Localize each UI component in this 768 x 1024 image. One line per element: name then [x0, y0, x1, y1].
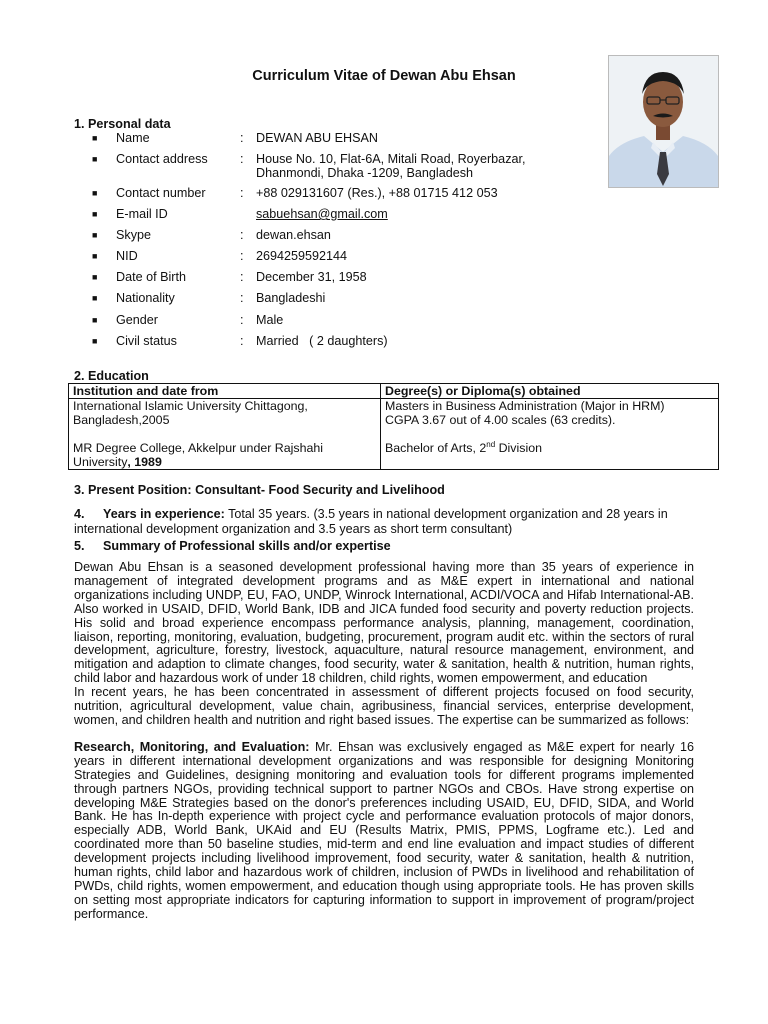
- section-education: 2. Education: [74, 369, 149, 383]
- colon: :: [240, 152, 244, 166]
- field-label: Contact address: [116, 152, 208, 166]
- field-value-line2: Dhanmondi, Dhaka -1209, Bangladesh: [256, 166, 474, 180]
- field-label: NID: [116, 249, 138, 263]
- table-cell: [381, 399, 719, 470]
- institution-date: Bangladesh,2005: [73, 413, 170, 427]
- bullet-icon: ■: [92, 188, 98, 198]
- bullet-icon: ■: [92, 251, 98, 261]
- personal-row-dob: [0, 269, 768, 285]
- email-link[interactable]: sabuehsan@gmail.com: [256, 207, 388, 221]
- table-header-row: [69, 384, 719, 399]
- bullet-icon: ■: [92, 154, 98, 164]
- table-header: Degree(s) or Diploma(s) obtained: [381, 384, 719, 399]
- degree-grade: CGPA 3.67 out of 4.00 scales (63 credits).: [385, 413, 616, 427]
- field-label: Civil status: [116, 334, 177, 348]
- field-label: Skype: [116, 228, 152, 242]
- colon: :: [240, 270, 244, 284]
- colon: :: [240, 131, 244, 145]
- institution-date: University, 1989: [73, 455, 162, 469]
- colon: :: [240, 313, 244, 327]
- summary-body: [74, 561, 694, 922]
- personal-row-contact-number: [0, 185, 768, 201]
- field-value: +88 029131607 (Res.), +88 01715 412 053: [256, 186, 498, 200]
- section-personal-data: 1. Personal data: [74, 117, 171, 131]
- colon: :: [240, 186, 244, 200]
- bullet-icon: ■: [92, 230, 98, 240]
- field-value: Bangladeshi: [256, 291, 326, 305]
- degree-name: Masters in Business Administration (Major in HRM): [385, 399, 665, 413]
- colon: :: [240, 291, 244, 305]
- summary-paragraph: In recent years, he has been concentrated in assessment of different projects focused on food security, nutrition, agricultural development, value chain, agribusiness, financial services, enterprise development, women, and children health and nutrition and right based issues. The expertise can be summarized as follows:: [74, 685, 694, 727]
- summary-paragraph: Dewan Abu Ehsan is a seasoned development professional having more than 35 years of experience in management of integrated development programs and as M&E expert in international and national organizations including UNDP, EU, FAO, UNDP, Winrock International, ACDI/VOCA and Hifab International-AB. Also worked in USAID, DFID, World Bank, IDB and JICA funded food security and poverty reduction projects. His solid and broad experience encompass performance analysis, planning, management, coordination, liaison, reporting, monitoring, evaluation, budgeting, procurement, program audit etc. within the sectors of rural development, agriculture, forestry, livestock, aquaculture, natural resource management, environment, and mitigation and adaption to climate changes, food security, water & sanitation, health & nutrition, human rights, child labor and hazardous work of under 18 children, child rights, women empowerment, and education: [74, 560, 694, 686]
- field-label: Nationality: [116, 291, 175, 305]
- personal-row-nationality: [0, 290, 768, 306]
- personal-row-gender: [0, 312, 768, 328]
- field-value: dewan.ehsan: [256, 228, 331, 242]
- colon: :: [240, 249, 244, 263]
- field-value: 2694259592144: [256, 249, 348, 263]
- table-cell: [69, 399, 381, 470]
- section-experience: 4. Years in experience: Total 35 years. (3.5 years in national development organization and 28 years in international development organization and 3.5 years as short term consultant): [74, 507, 668, 536]
- degree-name: Bachelor of Arts, 2nd Division: [385, 439, 542, 455]
- field-value: DEWAN ABU EHSAN: [256, 131, 378, 145]
- colon: :: [240, 228, 244, 242]
- field-label: E-mail ID: [116, 207, 168, 221]
- education-table: [68, 383, 719, 470]
- field-value: House No. 10, Flat-6A, Mitali Road, Royerbazar,: [256, 152, 526, 166]
- field-label: Gender: [116, 313, 159, 327]
- section-summary: 5. Summary of Professional skills and/or expertise: [74, 539, 391, 553]
- bullet-icon: ■: [92, 209, 98, 219]
- field-value: Male: [256, 313, 284, 327]
- field-label: Name: [116, 131, 150, 145]
- summary-paragraph: Research, Monitoring, and Evaluation: Mr. Ehsan was exclusively engaged as M&E expert for nearly 16 years in different international development organizations and was responsible for designing Monitoring Strategies and Guidelines, designing monitoring and evaluation tools for different programs implemented through partners NGOs, providing technical support to partner NGOs and CBOs. Have strong expertise on developing M&E Strategies based on the donor's preferences including USAID, EU, DFID, SIDA, and World Bank. He has In-depth experience with project cycle and performance evaluation protocols of major donors, especially ADB, World Bank, UKAid and EU (Results Matrix, PMIS, PPMS, Logframe etc.). Led and coordinated more than 50 baseline studies, mid-term and end line evaluation and impact studies of different development projects including livelihood improvement, food security, water & sanitation, health & nutrition, human rights, child labor and hazardous work of children, inclusion of PWDs in livelihood and rehabilitation of PWDs, child rights, women empowerment, and education though using appropriate tools. He has proven skills on setting most appropriate indicators for capturing information to support in improvement of program/project performance.: [74, 739, 694, 921]
- table-row: [69, 399, 719, 470]
- colon: :: [240, 334, 244, 348]
- field-value: December 31, 1958: [256, 270, 367, 284]
- personal-row-name: [0, 130, 768, 146]
- institution-name: MR Degree College, Akkelpur under Rajshahi: [73, 441, 324, 455]
- personal-row-civil-status: [0, 333, 768, 349]
- personal-row-nid: [0, 248, 768, 264]
- field-label: Date of Birth: [116, 270, 186, 284]
- table-header: Institution and date from: [69, 384, 381, 399]
- bullet-icon: ■: [92, 336, 98, 346]
- personal-row-email: [0, 206, 768, 222]
- document-title: Curriculum Vitae of Dewan Abu Ehsan: [252, 68, 516, 84]
- personal-row-skype: [0, 227, 768, 243]
- section-present-position: 3. Present Position: Consultant- Food Security and Livelihood: [74, 483, 445, 497]
- institution-name: International Islamic University Chittagong,: [73, 399, 308, 413]
- bullet-icon: ■: [92, 315, 98, 325]
- bullet-icon: ■: [92, 272, 98, 282]
- bullet-icon: ■: [92, 293, 98, 303]
- field-label: Contact number: [116, 186, 206, 200]
- personal-row-address: [0, 151, 768, 183]
- bullet-icon: ■: [92, 133, 98, 143]
- field-value: Married ( 2 daughters): [256, 334, 388, 348]
